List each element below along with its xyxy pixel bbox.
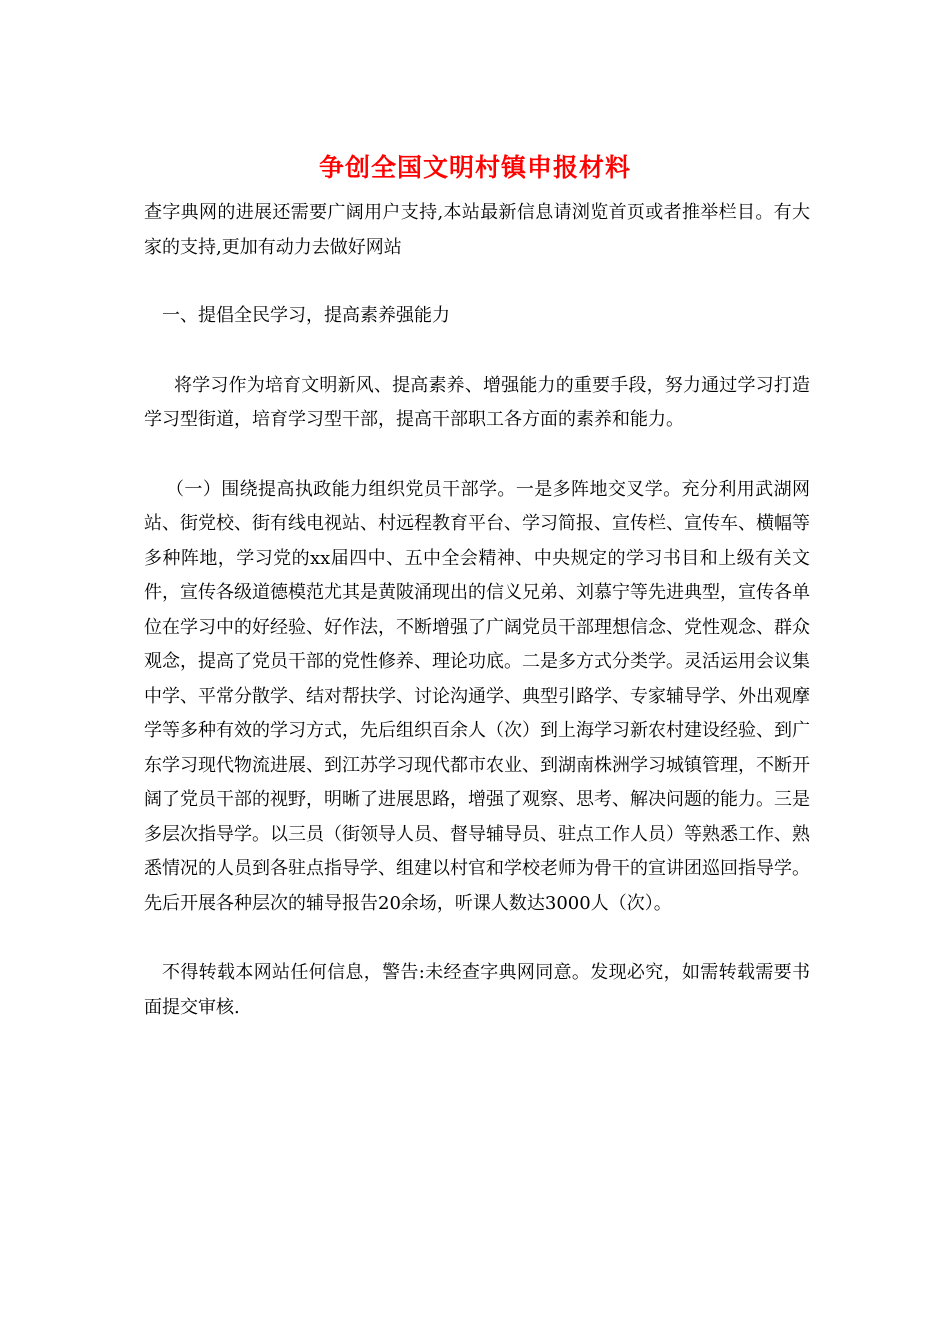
body-paragraph: （一）围绕提高执政能力组织党员干部学。一是多阵地交叉学。充分利用武湖网站、街党校、街有线电视站、村远程教育平台、学习简报、宣传栏、宣传车、横幅等多种阵地，学习党的xx届四中、五中全会精神、中央规定的学习书目和上级有关文件，宣传各级道德模范尤其是黄陂涌现出的信义兄弟、刘慕宁等先进典型，宣传各单位在学习中的好经验、好作法，不断增强了广阔党员干部理想信念、党性观念、群众观念，提高了党员干部的党性修养、理论功底。二是多方式分类学。灵活运用会议集中学、平常分散学、结对帮扶学、讨论沟通学、典型引路学、专家辅导学、外出观摩学等多种有效的学习方式，先后组织百余人（次）到上海学习新农村建设经验、到广东学习现代物流进展、到江苏学习现代都市农业、到湖南株洲学习城镇管理，不断开阔了党员干部的视野，明晰了进展思路，增强了观察、思考、解决问题的能力。三是多层次指导学。以三员（街领导人员、督导辅导员、驻点工作人员）等熟悉工作、熟悉情况的人员到各驻点指导学、组建以村官和学校老师为骨干的宣讲团巡回指导学。先后开展各种层次的辅导报告20余场，听课人数达3000人（次）。 xyxy=(144,478,810,914)
body-paragraph: 将学习作为培育文明新风、提高素养、增强能力的重要手段，努力通过学习打造学习型街道，培育学习型干部，提高干部职工各方面的素养和能力。 xyxy=(144,374,810,430)
copyright-notice: 不得转载本网站任何信息，警告:未经查字典网同意。发现必究，如需转载需要书面提交审核. xyxy=(144,962,810,1018)
document-body xyxy=(144,196,810,1025)
intro-paragraph: 查字典网的进展还需要广阔用户支持,本站最新信息请浏览首页或者推举栏目。有大家的支持,更加有动力去做好网站 xyxy=(144,202,810,258)
document-title: 争创全国文明村镇申报材料 xyxy=(318,153,631,182)
section-heading: 一、提倡全民学习，提高素养强能力 xyxy=(162,305,450,326)
